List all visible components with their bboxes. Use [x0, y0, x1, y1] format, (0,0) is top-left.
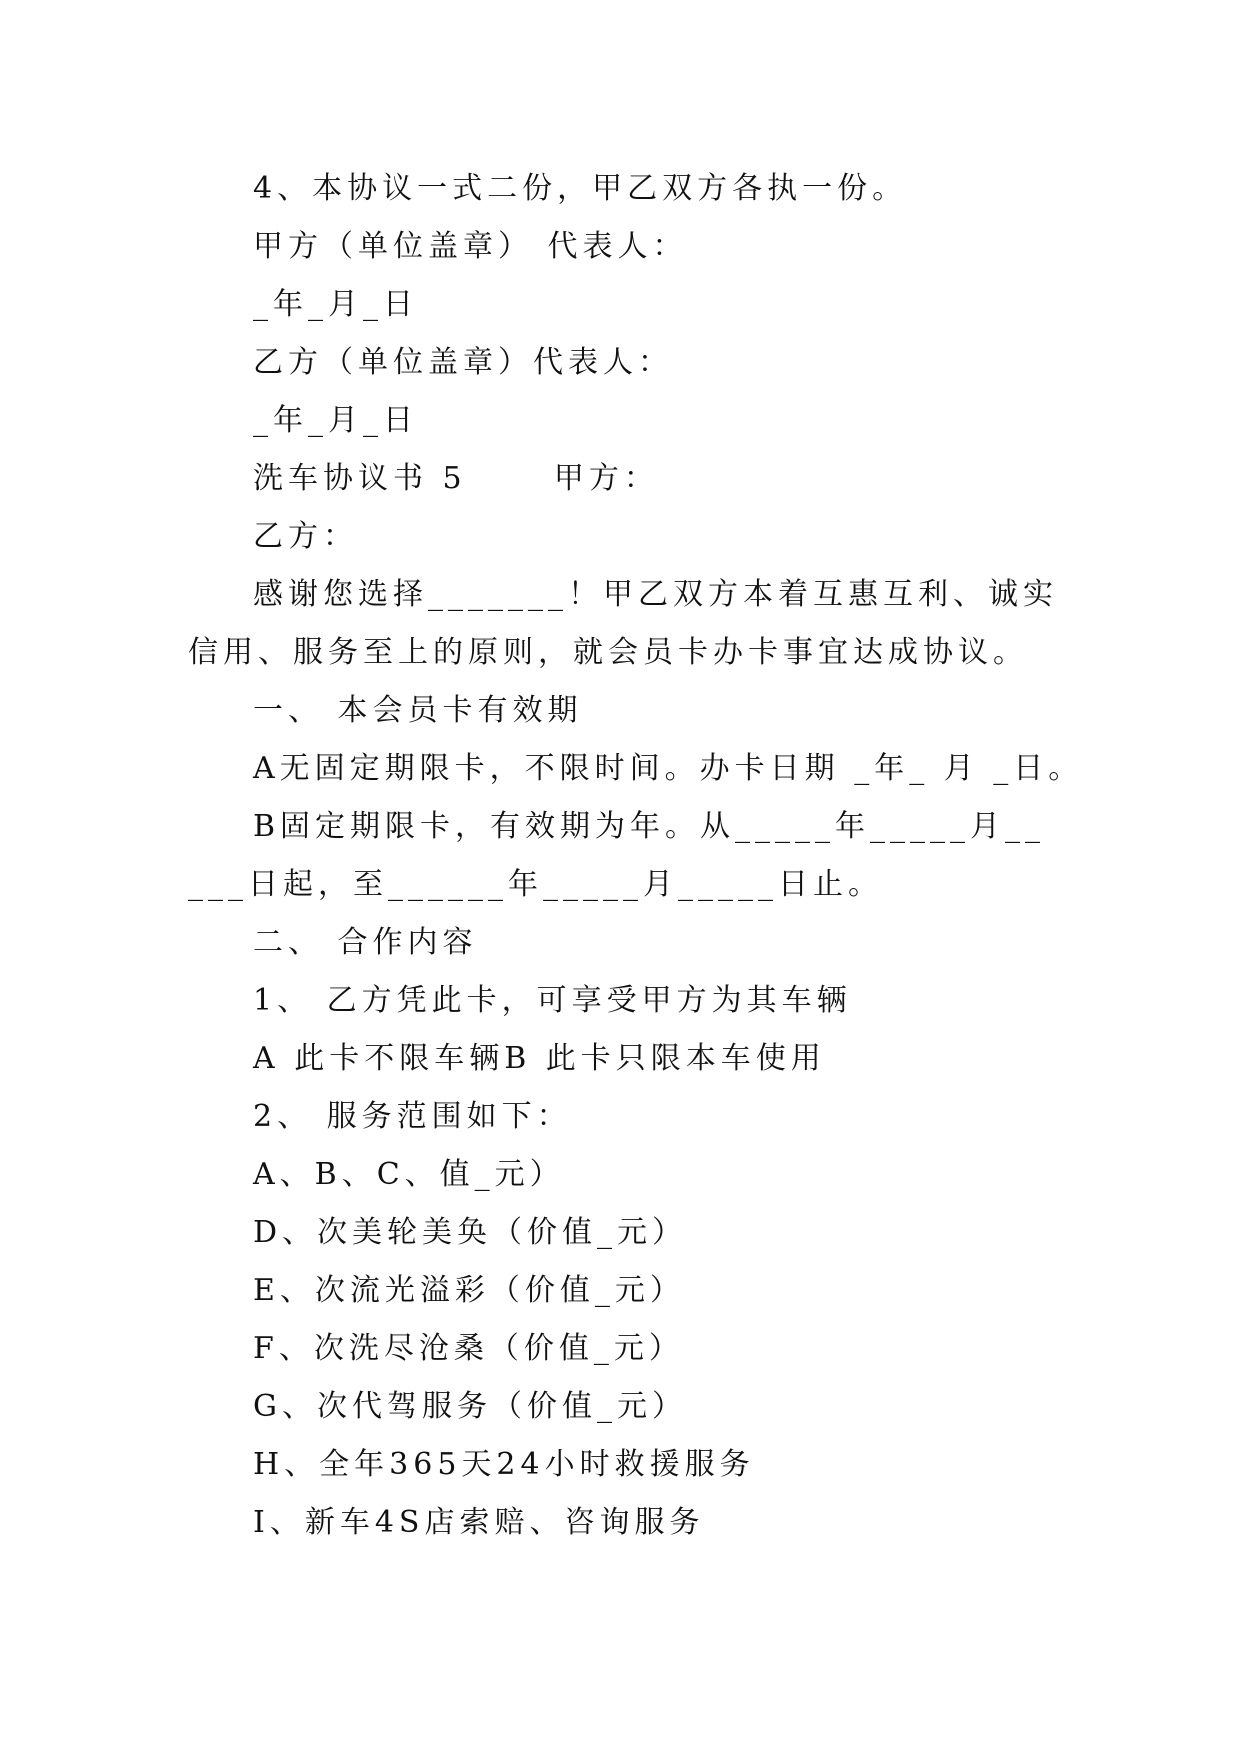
service-i: I、新车4S店索赔、咨询服务: [253, 1505, 705, 1540]
service-abc: A、B、C、值_元）: [253, 1157, 565, 1192]
agreement-title-line: 洗车协议书 5 甲方：: [253, 461, 659, 496]
party-a-date: _年_月_日: [253, 287, 418, 322]
service-d: D、次美轮美奂（价值_元）: [253, 1215, 688, 1250]
vehicle-options: A 此卡不限车辆B 此卡只限本车使用: [253, 1041, 826, 1076]
party-b-line: 乙方：: [253, 519, 358, 554]
service-e: E、次流光溢彩（价值_元）: [253, 1273, 685, 1308]
party-a-signature: 甲方（单位盖章） 代表人：: [253, 229, 688, 264]
document-body: [188, 160, 1084, 1552]
party-b-date: _年_月_日: [253, 403, 418, 438]
service-g: G、次代驾服务（价值_元）: [253, 1389, 687, 1424]
service-h: H、全年365天24小时救援服务: [253, 1447, 755, 1482]
party-b-signature: 乙方（单位盖章）代表人：: [253, 345, 673, 380]
intro-paragraph: 感谢您选择_______！甲乙双方本着互惠互利、诚实信用、服务至上的原则，就会员卡办卡事宜达成协议。: [188, 577, 1058, 670]
card-type-b: B固定期限卡，有效期为年。从_____年_____月_____日起，至______年_____月_____日止。: [188, 809, 1046, 902]
service-f: F、次洗尽沧桑（价值_元）: [253, 1331, 684, 1366]
card-type-a: A无固定期限卡，不限时间。办卡日期 _年_ 月 _日。: [253, 751, 1084, 786]
clause-1: 1、 乙方凭此卡，可享受甲方为其车辆: [253, 983, 852, 1018]
clause-copies: 4、本协议一式二份，甲乙双方各执一份。: [253, 171, 908, 206]
section-validity-heading: 一、 本会员卡有效期: [253, 693, 583, 728]
clause-2: 2、 服务范围如下：: [253, 1099, 572, 1134]
section-cooperation-heading: 二、 合作内容: [253, 925, 478, 960]
